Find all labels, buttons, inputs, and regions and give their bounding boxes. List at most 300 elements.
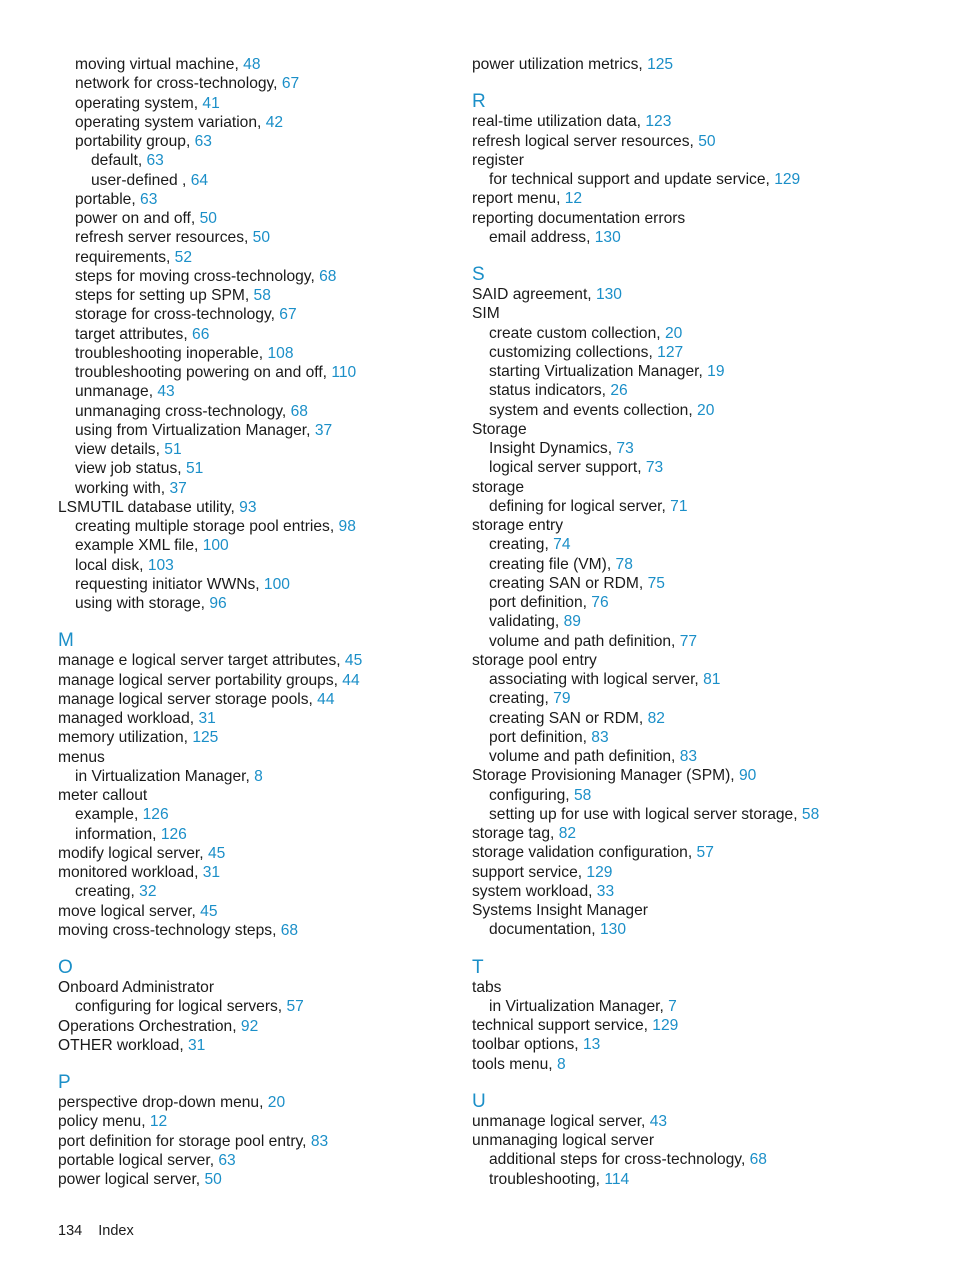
index-entry	[472, 381, 932, 400]
page-reference-link[interactable]: 41	[202, 94, 220, 112]
index-entry	[472, 805, 932, 824]
index-entry	[472, 132, 932, 151]
index-term: for technical support and update service,	[489, 171, 775, 188]
index-entry	[472, 439, 932, 458]
index-entry	[472, 901, 932, 920]
index-term: operating system variation,	[75, 113, 266, 131]
index-entry	[472, 362, 932, 381]
page-footer	[58, 1222, 146, 1240]
page-reference-link[interactable]: 13	[582, 1036, 601, 1054]
index-entry	[58, 305, 458, 324]
index-term: target attributes,	[75, 325, 193, 343]
page-reference-link[interactable]: 108	[267, 344, 294, 362]
index-term: power utilization metrics,	[472, 56, 648, 73]
index-entry	[58, 382, 458, 401]
index-term: perspective drop-down menu,	[58, 1094, 268, 1111]
index-term: volume and path definition,	[489, 632, 680, 650]
index-term: steps for moving cross-technology,	[75, 267, 320, 285]
page-reference-link[interactable]: 63	[146, 152, 164, 170]
index-entry	[472, 497, 932, 516]
index-entry	[58, 1170, 458, 1189]
index-entry	[58, 536, 458, 555]
page-reference-link[interactable]: 127	[657, 343, 684, 361]
index-term: view job status,	[75, 460, 186, 478]
page-reference-link[interactable]: 103	[147, 556, 174, 574]
page-reference-link[interactable]: 20	[664, 324, 683, 342]
index-entry	[472, 786, 932, 805]
index-entry	[472, 1112, 932, 1131]
page-reference-link[interactable]: 43	[649, 1112, 668, 1130]
index-term: requesting initiator WWNs,	[75, 575, 264, 593]
index-entry	[58, 767, 458, 786]
page-reference-link[interactable]: 82	[647, 709, 665, 727]
page-reference-link[interactable]: 12	[564, 190, 583, 208]
index-letter-heading: U	[472, 1090, 486, 1112]
index-term: Systems Insight Manager	[472, 902, 648, 919]
index-entry	[58, 209, 458, 228]
index-entry	[472, 209, 932, 228]
index-term: moving cross-technology steps,	[58, 921, 281, 939]
index-term: troubleshooting powering on and off,	[75, 364, 332, 381]
index-entry	[58, 786, 458, 805]
index-term: port definition,	[489, 594, 592, 611]
index-term: menus	[58, 748, 105, 766]
index-term: storage for cross-technology,	[75, 306, 280, 324]
index-entry	[58, 267, 458, 286]
page-reference-link[interactable]: 45	[207, 844, 226, 862]
page-reference-link[interactable]: 51	[164, 441, 182, 458]
index-term: Storage Provisioning Manager (SPM),	[472, 767, 739, 785]
index-entry	[472, 843, 932, 862]
index-column-left	[58, 55, 458, 1189]
page-reference-link[interactable]: 37	[169, 479, 187, 497]
index-entry	[472, 420, 932, 439]
index-term: Storage	[472, 420, 527, 438]
page-reference-link[interactable]: 129	[774, 171, 801, 188]
index-term: volume and path definition,	[489, 748, 680, 765]
index-entry	[472, 689, 932, 708]
index-term: unmanage logical server,	[472, 1112, 650, 1130]
index-term: logical server support,	[489, 459, 646, 477]
page-reference-link[interactable]: 63	[140, 190, 158, 208]
page-reference-link[interactable]: 75	[647, 574, 665, 592]
index-term: additional steps for cross-technology,	[489, 1151, 750, 1169]
index-term: portable,	[75, 190, 141, 208]
index-entry	[472, 555, 932, 574]
index-term: manage logical server storage pools,	[58, 690, 318, 708]
page-reference-link[interactable]: 63	[194, 133, 212, 150]
page-reference-link[interactable]: 58	[573, 786, 592, 804]
index-term: real-time utilization data,	[472, 113, 646, 131]
page-reference-link[interactable]: 68	[280, 921, 299, 939]
index-term: email address,	[489, 228, 595, 246]
index-term: OTHER workload,	[58, 1036, 188, 1054]
page-reference-link[interactable]: 31	[187, 1036, 206, 1054]
index-entry	[472, 766, 932, 785]
index-term: create custom collection,	[489, 324, 665, 342]
index-entry	[472, 978, 932, 997]
page-reference-link[interactable]: 43	[157, 383, 175, 401]
index-entry	[58, 228, 458, 247]
page-reference-link[interactable]: 130	[599, 921, 626, 939]
index-entry	[472, 151, 932, 170]
index-entry	[472, 632, 932, 651]
index-column-right	[472, 55, 932, 1189]
index-term: starting Virtualization Manager,	[489, 363, 708, 380]
index-entry	[58, 1093, 458, 1112]
index-term: troubleshooting inoperable,	[75, 344, 268, 362]
page-reference-link[interactable]: 71	[670, 497, 688, 515]
index-entry	[58, 575, 458, 594]
index-term: memory utilization,	[58, 729, 193, 747]
index-entry	[472, 324, 932, 343]
page-reference-link[interactable]: 51	[185, 460, 204, 478]
index-entry	[58, 286, 458, 305]
index-entry	[58, 594, 458, 613]
index-term: creating SAN or RDM,	[489, 709, 648, 727]
page-reference-link[interactable]: 52	[174, 248, 193, 266]
index-entry	[58, 978, 458, 997]
index-entry	[472, 1131, 932, 1150]
page-reference-link[interactable]: 20	[697, 401, 715, 419]
page-reference-link[interactable]: 50	[204, 1171, 222, 1188]
index-entry	[58, 1132, 458, 1151]
index-term: storage validation configuration,	[472, 844, 697, 862]
index-letter-heading: T	[472, 956, 484, 978]
index-term: managed workload,	[58, 710, 199, 727]
index-entry	[58, 325, 458, 344]
page-reference-link[interactable]: 73	[616, 440, 634, 457]
index-term: creating SAN or RDM,	[489, 574, 648, 592]
index-term: information,	[75, 825, 161, 843]
index-entry	[58, 921, 458, 940]
index-entry	[472, 612, 932, 631]
index-term: steps for setting up SPM,	[75, 287, 254, 304]
index-term: user-defined ,	[91, 171, 191, 189]
index-entry	[58, 997, 458, 1016]
index-term: creating file (VM),	[489, 555, 616, 573]
page-reference-link[interactable]: 66	[192, 325, 210, 343]
index-term: creating,	[489, 690, 554, 708]
index-term: power logical server,	[58, 1171, 205, 1188]
index-entry	[472, 1035, 932, 1054]
index-entry	[58, 113, 458, 132]
page-reference-link[interactable]: 83	[591, 728, 609, 746]
index-letter-heading: P	[58, 1072, 71, 1093]
index-entry	[58, 459, 458, 478]
index-term: meter callout	[58, 787, 148, 804]
index-entry	[472, 882, 932, 901]
index-term: report menu,	[472, 190, 565, 208]
page-reference-link[interactable]: 125	[647, 56, 674, 73]
index-term: in Virtualization Manager,	[75, 767, 255, 785]
page-reference-link[interactable]: 90	[738, 767, 757, 785]
page-reference-link[interactable]: 98	[338, 518, 356, 535]
index-term: setting up for use with logical server storage,	[489, 805, 802, 823]
index-term: toolbar options,	[472, 1036, 583, 1054]
index-entry	[58, 421, 458, 440]
index-term: example,	[75, 806, 143, 824]
index-entry	[472, 228, 932, 247]
index-term: troubleshooting,	[489, 1170, 605, 1188]
index-entry	[472, 170, 932, 189]
index-term: technical support service,	[472, 1017, 653, 1034]
index-term: port definition for storage pool entry,	[58, 1132, 311, 1150]
index-term: associating with logical server,	[489, 671, 704, 688]
page-reference-link[interactable]: 45	[344, 652, 363, 670]
page-reference-link[interactable]: 12	[149, 1113, 168, 1131]
index-term: SIM	[472, 305, 500, 323]
index-term: Operations Orchestration,	[58, 1017, 241, 1035]
index-entry	[58, 94, 458, 113]
index-entry	[472, 728, 932, 747]
page-reference-link[interactable]: 110	[331, 364, 357, 381]
index-term: tabs	[472, 978, 502, 996]
index-term: unmanaging cross-technology,	[75, 402, 291, 420]
index-entry	[472, 747, 932, 766]
page-reference-link[interactable]: 26	[610, 382, 628, 400]
index-term: system workload,	[472, 882, 597, 900]
index-entry	[58, 402, 458, 421]
index-term: refresh logical server resources,	[472, 132, 699, 150]
page-reference-link[interactable]: 67	[281, 75, 300, 93]
page-reference-link[interactable]: 96	[209, 595, 227, 612]
index-entry	[472, 574, 932, 593]
index-letter-heading: S	[472, 264, 485, 285]
page-reference-link[interactable]: 83	[679, 748, 698, 765]
index-term: in Virtualization Manager,	[489, 997, 669, 1015]
index-term: using from Virtualization Manager,	[75, 421, 315, 439]
page-reference-link[interactable]: 42	[265, 113, 284, 131]
page-reference-link[interactable]: 20	[267, 1094, 286, 1111]
index-entry	[58, 171, 458, 190]
index-entry	[472, 401, 932, 420]
index-term: configuring for logical servers,	[75, 998, 287, 1016]
index-entry	[58, 190, 458, 209]
index-entry	[58, 1036, 458, 1055]
index-entry	[58, 844, 458, 863]
index-term: modify logical server,	[58, 844, 208, 862]
index-entry	[58, 132, 458, 151]
index-term: requirements,	[75, 248, 175, 266]
page-reference-link[interactable]: 64	[190, 171, 209, 189]
index-term: validating,	[489, 613, 564, 631]
index-entry	[472, 1170, 932, 1189]
index-term: creating multiple storage pool entries,	[75, 518, 339, 535]
page-reference-link[interactable]: 63	[218, 1151, 236, 1169]
index-term: local disk,	[75, 556, 148, 574]
index-term: portability group,	[75, 133, 195, 150]
page-reference-link[interactable]: 76	[591, 594, 609, 611]
index-entry	[58, 498, 458, 517]
index-term: monitored workload,	[58, 864, 203, 881]
page-reference-link[interactable]: 114	[604, 1170, 630, 1188]
index-term: documentation,	[489, 921, 600, 939]
index-term: Onboard Administrator	[58, 979, 215, 996]
index-letter-heading: R	[472, 91, 486, 113]
index-entry	[472, 189, 932, 208]
index-term: moving virtual machine,	[75, 56, 244, 73]
index-entry	[472, 304, 932, 323]
index-term: move logical server,	[58, 902, 201, 920]
page-reference-link[interactable]: 126	[142, 806, 169, 824]
page-reference-link[interactable]: 129	[652, 1017, 679, 1034]
index-entry	[472, 1055, 932, 1074]
page-reference-link[interactable]: 44	[317, 690, 335, 708]
index-term: system and events collection,	[489, 401, 698, 419]
page-reference-link[interactable]: 50	[199, 210, 217, 227]
index-entry	[58, 517, 458, 536]
index-entry	[58, 344, 458, 363]
page-reference-link[interactable]: 57	[696, 844, 714, 862]
index-entry	[472, 709, 932, 728]
index-term: manage logical server portability groups,	[58, 671, 343, 689]
index-entry	[472, 55, 932, 74]
index-entry	[58, 363, 458, 382]
page-reference-link[interactable]: 100	[202, 537, 229, 555]
index-entry	[472, 670, 932, 689]
index-entry	[58, 863, 458, 882]
index-entry	[58, 440, 458, 459]
index-term: storage pool entry	[472, 651, 597, 669]
page-reference-link[interactable]: 8	[556, 1055, 566, 1073]
index-entry	[472, 112, 932, 131]
index-entry	[58, 556, 458, 575]
index-entry	[58, 709, 458, 728]
index-entry	[58, 902, 458, 921]
index-entry	[58, 651, 458, 670]
page-reference-link[interactable]: 93	[239, 498, 257, 516]
page-reference-link[interactable]: 58	[801, 805, 820, 823]
index-term: support service,	[472, 863, 587, 881]
index-entry	[472, 863, 932, 882]
index-term: refresh server resources,	[75, 229, 253, 247]
page-reference-link[interactable]: 48	[243, 56, 261, 73]
page-reference-link[interactable]: 92	[240, 1017, 259, 1035]
section-name: Index	[98, 1223, 134, 1239]
page-reference-link[interactable]: 50	[698, 132, 716, 150]
page-reference-link[interactable]: 77	[679, 632, 698, 650]
page-number: 134	[58, 1223, 83, 1239]
page-reference-link[interactable]: 37	[314, 421, 333, 439]
page-reference-link[interactable]: 83	[310, 1132, 329, 1150]
page-reference-link[interactable]: 32	[139, 883, 157, 901]
index-entry	[58, 825, 458, 844]
index-term: reporting documentation errors	[472, 209, 686, 227]
page-reference-link[interactable]: 68	[749, 1151, 767, 1169]
page-reference-link[interactable]: 68	[290, 402, 308, 420]
index-term: LSMUTIL database utility,	[58, 498, 240, 516]
index-entry	[472, 997, 932, 1016]
index-entry	[58, 882, 458, 901]
index-term: default,	[91, 152, 147, 170]
page-reference-link[interactable]: 73	[645, 459, 664, 477]
page-reference-link[interactable]: 100	[263, 575, 290, 593]
page-reference-link[interactable]: 31	[198, 710, 216, 727]
index-entry	[58, 690, 458, 709]
page-reference-link[interactable]: 68	[319, 267, 337, 285]
page-reference-link[interactable]: 57	[286, 998, 304, 1016]
page-reference-link[interactable]: 81	[703, 671, 721, 688]
index-entry	[58, 55, 458, 74]
index-term: unmanaging logical server	[472, 1132, 655, 1149]
index-entry	[58, 151, 458, 170]
page-reference-link[interactable]: 8	[254, 767, 263, 785]
index-entry	[472, 458, 932, 477]
index-term: unmanage,	[75, 383, 158, 401]
index-term: network for cross-technology,	[75, 75, 282, 93]
index-entry	[58, 1112, 458, 1131]
page-reference-link[interactable]: 33	[596, 882, 615, 900]
index-term: creating,	[489, 536, 554, 554]
index-term: storage entry	[472, 517, 564, 534]
index-term: power on and off,	[75, 210, 200, 227]
page-reference-link[interactable]: 31	[202, 864, 221, 881]
page-reference-link[interactable]: 129	[586, 863, 613, 881]
page-reference-link[interactable]: 89	[563, 613, 581, 631]
index-term: register	[472, 151, 524, 169]
page-reference-link[interactable]: 44	[342, 671, 360, 689]
page-reference-link[interactable]: 79	[553, 690, 571, 708]
index-term: creating,	[75, 883, 140, 901]
index-term: customizing collections,	[489, 343, 658, 361]
index-term: example XML file,	[75, 537, 203, 555]
page-reference-link[interactable]: 45	[200, 902, 218, 920]
index-entry	[472, 1150, 932, 1169]
page-reference-link[interactable]: 74	[553, 536, 571, 554]
index-entry	[472, 920, 932, 939]
page-reference-link[interactable]: 67	[279, 306, 297, 324]
index-entry	[472, 535, 932, 554]
index-letter-heading: M	[58, 630, 74, 652]
page-reference-link[interactable]: 58	[253, 287, 271, 304]
index-entry	[472, 478, 932, 497]
index-entry	[472, 593, 932, 612]
index-term: working with,	[75, 479, 170, 497]
index-term: view details,	[75, 441, 165, 458]
index-entry	[58, 248, 458, 267]
index-entry	[472, 824, 932, 843]
page-reference-link[interactable]: 123	[645, 113, 672, 131]
index-term: using with storage,	[75, 595, 210, 612]
page-reference-link[interactable]: 19	[707, 363, 725, 380]
index-term: storage	[472, 478, 525, 496]
index-entry	[58, 805, 458, 824]
page-reference-link[interactable]: 125	[192, 729, 219, 747]
page-reference-link[interactable]: 50	[252, 229, 271, 247]
index-entry	[58, 1017, 458, 1036]
index-term: manage e logical server target attributes,	[58, 652, 345, 670]
index-entry	[58, 74, 458, 93]
index-term: SAID agreement,	[472, 286, 596, 303]
index-term: configuring,	[489, 786, 574, 804]
index-entry	[58, 728, 458, 747]
page-reference-link[interactable]: 78	[615, 555, 633, 573]
index-term: portable logical server,	[58, 1151, 219, 1169]
index-term: operating system,	[75, 94, 203, 112]
page-reference-link[interactable]: 82	[558, 825, 577, 842]
index-term: tools menu,	[472, 1055, 557, 1073]
index-entry	[472, 516, 932, 535]
index-entry	[472, 285, 932, 304]
page-reference-link[interactable]: 130	[594, 228, 621, 246]
index-term: policy menu,	[58, 1113, 150, 1131]
index-entry	[472, 1016, 932, 1035]
index-term: Insight Dynamics,	[489, 440, 617, 457]
page-reference-link[interactable]: 126	[160, 825, 187, 843]
page-reference-link[interactable]: 130	[595, 286, 622, 303]
page-reference-link[interactable]: 7	[668, 997, 677, 1015]
